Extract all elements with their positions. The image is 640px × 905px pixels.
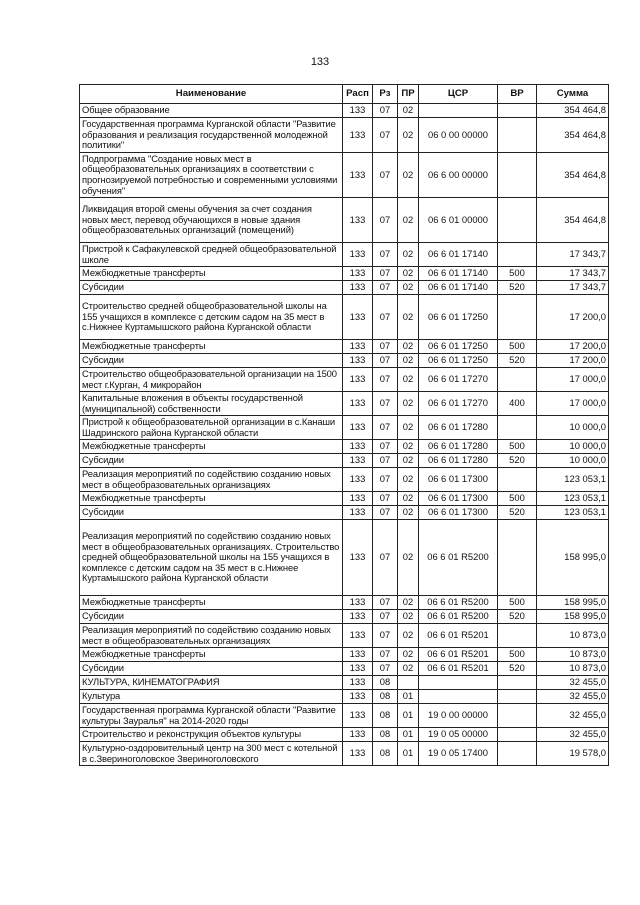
- cell-vr: [498, 520, 537, 596]
- header-rasp: Расп: [343, 85, 373, 104]
- cell-rz: 07: [373, 662, 398, 676]
- cell-rasp: 133: [343, 295, 373, 340]
- table-row: [80, 662, 609, 676]
- cell-sum: 354 464,8: [537, 118, 609, 153]
- cell-name: Межбюджетные трансферты: [80, 596, 343, 610]
- cell-csr: 06 6 01 17300: [419, 506, 498, 520]
- cell-vr: [498, 676, 537, 690]
- cell-name: Культурно-оздоровительный центр на 300 мест с котельной в с.Звериноголовское Звериноголовского: [80, 742, 343, 766]
- cell-sum: 158 995,0: [537, 520, 609, 596]
- cell-sum: 354 464,8: [537, 104, 609, 118]
- page-number: 133: [310, 56, 330, 68]
- cell-name: Субсидии: [80, 506, 343, 520]
- cell-vr: [498, 118, 537, 153]
- cell-rasp: 133: [343, 392, 373, 416]
- cell-pr: 02: [398, 198, 419, 243]
- cell-name: Капитальные вложения в объекты государственной (муниципальной) собственности: [80, 392, 343, 416]
- table-row: [80, 267, 609, 281]
- cell-pr: 02: [398, 648, 419, 662]
- cell-csr: 06 6 01 17250: [419, 340, 498, 354]
- cell-rz: 08: [373, 704, 398, 728]
- table-row: [80, 368, 609, 392]
- cell-vr: 520: [498, 354, 537, 368]
- cell-sum: 17 343,7: [537, 267, 609, 281]
- cell-rasp: 133: [343, 267, 373, 281]
- table-row: [80, 392, 609, 416]
- cell-rasp: 133: [343, 340, 373, 354]
- cell-csr: [419, 690, 498, 704]
- cell-rz: 08: [373, 676, 398, 690]
- cell-rasp: 133: [343, 704, 373, 728]
- cell-pr: 02: [398, 506, 419, 520]
- cell-rasp: 133: [343, 198, 373, 243]
- cell-pr: 02: [398, 416, 419, 440]
- cell-rasp: 133: [343, 728, 373, 742]
- cell-pr: 02: [398, 354, 419, 368]
- cell-rasp: 133: [343, 624, 373, 648]
- cell-csr: 06 6 01 17250: [419, 295, 498, 340]
- table-row: [80, 281, 609, 295]
- table-row: [80, 243, 609, 267]
- cell-csr: 06 6 01 17280: [419, 416, 498, 440]
- table-row: [80, 104, 609, 118]
- cell-vr: 400: [498, 392, 537, 416]
- cell-rz: 07: [373, 520, 398, 596]
- cell-csr: 06 6 01 17280: [419, 454, 498, 468]
- table-row: [80, 742, 609, 766]
- cell-rasp: 133: [343, 416, 373, 440]
- table-row: [80, 676, 609, 690]
- cell-vr: [498, 295, 537, 340]
- header-vr: ВР: [498, 85, 537, 104]
- cell-csr: [419, 104, 498, 118]
- cell-sum: 10 873,0: [537, 648, 609, 662]
- cell-pr: 02: [398, 392, 419, 416]
- cell-name: Субсидии: [80, 354, 343, 368]
- cell-csr: 06 6 01 00000: [419, 198, 498, 243]
- table-row: [80, 440, 609, 454]
- cell-rz: 07: [373, 340, 398, 354]
- cell-pr: 02: [398, 340, 419, 354]
- cell-vr: [498, 690, 537, 704]
- cell-vr: [498, 468, 537, 492]
- cell-csr: 06 6 01 17140: [419, 267, 498, 281]
- cell-pr: 01: [398, 690, 419, 704]
- cell-csr: 06 0 00 00000: [419, 118, 498, 153]
- cell-pr: 02: [398, 368, 419, 392]
- cell-name: Субсидии: [80, 610, 343, 624]
- cell-pr: 02: [398, 153, 419, 198]
- cell-pr: 02: [398, 267, 419, 281]
- cell-rz: 07: [373, 104, 398, 118]
- cell-rz: 07: [373, 243, 398, 267]
- budget-table: [79, 84, 609, 766]
- cell-csr: 06 6 01 17140: [419, 281, 498, 295]
- cell-vr: 500: [498, 440, 537, 454]
- cell-rz: 07: [373, 506, 398, 520]
- cell-csr: 06 6 01 17270: [419, 392, 498, 416]
- cell-rasp: 133: [343, 118, 373, 153]
- cell-pr: 02: [398, 281, 419, 295]
- table-row: [80, 520, 609, 596]
- cell-rz: 07: [373, 648, 398, 662]
- cell-csr: 06 6 01 17140: [419, 243, 498, 267]
- cell-csr: 06 6 01 17300: [419, 492, 498, 506]
- table-row: [80, 610, 609, 624]
- cell-rz: 07: [373, 354, 398, 368]
- header-rz: Рз: [373, 85, 398, 104]
- cell-name: Строительство и реконструкция объектов культуры: [80, 728, 343, 742]
- cell-sum: 123 053,1: [537, 492, 609, 506]
- cell-sum: 123 053,1: [537, 506, 609, 520]
- cell-sum: 10 873,0: [537, 662, 609, 676]
- cell-pr: 02: [398, 610, 419, 624]
- table-row: [80, 153, 609, 198]
- cell-name: Ликвидация второй смены обучения за счет создания новых мест, перевод обучающихся в новые здания общеобразовательных организаций (помещений): [80, 198, 343, 243]
- cell-pr: 02: [398, 243, 419, 267]
- cell-name: Межбюджетные трансферты: [80, 648, 343, 662]
- table-row: [80, 648, 609, 662]
- cell-sum: 10 000,0: [537, 416, 609, 440]
- cell-name: Межбюджетные трансферты: [80, 340, 343, 354]
- cell-vr: [498, 624, 537, 648]
- cell-sum: 354 464,8: [537, 198, 609, 243]
- cell-rz: 07: [373, 454, 398, 468]
- cell-csr: 06 6 01 R5201: [419, 648, 498, 662]
- cell-csr: 06 6 00 00000: [419, 153, 498, 198]
- cell-rasp: 133: [343, 742, 373, 766]
- cell-vr: [498, 368, 537, 392]
- cell-pr: 02: [398, 662, 419, 676]
- cell-rz: 07: [373, 440, 398, 454]
- cell-rz: 07: [373, 596, 398, 610]
- cell-pr: [398, 676, 419, 690]
- cell-name: Государственная программа Курганской области "Развитие образования и реализация государственной молодежной политики": [80, 118, 343, 153]
- cell-name: Субсидии: [80, 454, 343, 468]
- cell-name: Подпрограмма "Создание новых мест в общеобразовательных организациях в соответствии с прогнозируемой потребностью и современными условиями обучения": [80, 153, 343, 198]
- cell-vr: [498, 742, 537, 766]
- cell-rz: 07: [373, 281, 398, 295]
- cell-vr: [498, 153, 537, 198]
- cell-pr: 02: [398, 104, 419, 118]
- cell-sum: 32 455,0: [537, 690, 609, 704]
- cell-rz: 07: [373, 267, 398, 281]
- cell-rasp: 133: [343, 648, 373, 662]
- cell-name: Пристрой к общеобразовательной организации в с.Канаши Шадринского района Курганской области: [80, 416, 343, 440]
- cell-name: Межбюджетные трансферты: [80, 267, 343, 281]
- cell-pr: 01: [398, 742, 419, 766]
- cell-sum: 17 000,0: [537, 392, 609, 416]
- cell-vr: [498, 243, 537, 267]
- cell-pr: 02: [398, 440, 419, 454]
- cell-csr: 06 6 01 R5201: [419, 624, 498, 648]
- cell-name: Строительство общеобразовательной организации на 1500 мест г.Курган, 4 микрорайон: [80, 368, 343, 392]
- cell-sum: 32 455,0: [537, 676, 609, 690]
- cell-name: Реализация мероприятий по содействию созданию новых мест в общеобразовательных организациях: [80, 468, 343, 492]
- cell-rasp: 133: [343, 468, 373, 492]
- cell-rz: 07: [373, 392, 398, 416]
- header-pr: ПР: [398, 85, 419, 104]
- cell-rz: 07: [373, 153, 398, 198]
- cell-sum: 17 200,0: [537, 295, 609, 340]
- cell-csr: 19 0 05 00000: [419, 728, 498, 742]
- cell-pr: 02: [398, 454, 419, 468]
- cell-vr: 520: [498, 281, 537, 295]
- cell-csr: 06 6 01 17270: [419, 368, 498, 392]
- cell-rz: 07: [373, 295, 398, 340]
- cell-pr: 02: [398, 520, 419, 596]
- cell-rasp: 133: [343, 243, 373, 267]
- cell-rasp: 133: [343, 662, 373, 676]
- cell-name: Общее образование: [80, 104, 343, 118]
- cell-sum: 17 343,7: [537, 243, 609, 267]
- cell-csr: 06 6 01 R5201: [419, 662, 498, 676]
- cell-rz: 07: [373, 468, 398, 492]
- cell-csr: 06 6 01 17250: [419, 354, 498, 368]
- cell-sum: 19 578,0: [537, 742, 609, 766]
- cell-rasp: 133: [343, 454, 373, 468]
- cell-name: Пристрой к Сафакулевской средней общеобразовательной школе: [80, 243, 343, 267]
- cell-rz: 08: [373, 742, 398, 766]
- table-row: [80, 596, 609, 610]
- cell-sum: 17 200,0: [537, 354, 609, 368]
- cell-sum: 17 000,0: [537, 368, 609, 392]
- cell-vr: 500: [498, 267, 537, 281]
- cell-rz: 08: [373, 690, 398, 704]
- table-row: [80, 624, 609, 648]
- cell-vr: [498, 728, 537, 742]
- table-header-row: [80, 85, 609, 104]
- cell-pr: 01: [398, 728, 419, 742]
- cell-pr: 02: [398, 118, 419, 153]
- cell-rz: 07: [373, 368, 398, 392]
- cell-sum: 158 995,0: [537, 610, 609, 624]
- cell-csr: 06 6 01 R5200: [419, 596, 498, 610]
- cell-rz: 07: [373, 118, 398, 153]
- cell-rasp: 133: [343, 676, 373, 690]
- cell-csr: 06 6 01 R5200: [419, 610, 498, 624]
- cell-rasp: 133: [343, 440, 373, 454]
- cell-rasp: 133: [343, 104, 373, 118]
- cell-rz: 07: [373, 416, 398, 440]
- table-row: [80, 506, 609, 520]
- cell-pr: 02: [398, 468, 419, 492]
- cell-name: Межбюджетные трансферты: [80, 440, 343, 454]
- cell-sum: 32 455,0: [537, 728, 609, 742]
- cell-vr: 500: [498, 596, 537, 610]
- cell-rasp: 133: [343, 520, 373, 596]
- cell-rasp: 133: [343, 492, 373, 506]
- table-row: [80, 340, 609, 354]
- header-name: Наименование: [80, 85, 343, 104]
- table-row: [80, 454, 609, 468]
- cell-sum: 354 464,8: [537, 153, 609, 198]
- cell-name: Реализация мероприятий по содействию созданию новых мест в общеобразовательных организациях: [80, 624, 343, 648]
- table-row: [80, 690, 609, 704]
- cell-sum: 17 200,0: [537, 340, 609, 354]
- cell-rz: 07: [373, 624, 398, 648]
- cell-pr: 02: [398, 492, 419, 506]
- cell-csr: 06 6 01 R5200: [419, 520, 498, 596]
- table-row: [80, 118, 609, 153]
- cell-vr: [498, 198, 537, 243]
- table-row: [80, 354, 609, 368]
- cell-rasp: 133: [343, 153, 373, 198]
- cell-sum: 10 873,0: [537, 624, 609, 648]
- cell-vr: 500: [498, 340, 537, 354]
- cell-rz: 07: [373, 198, 398, 243]
- cell-name: Строительство средней общеобразовательной школы на 155 учащихся в комплексе с детским садом на 35 мест в с.Нижнее Куртамышского района Курганской области: [80, 295, 343, 340]
- cell-sum: 158 995,0: [537, 596, 609, 610]
- cell-vr: 500: [498, 492, 537, 506]
- cell-sum: 10 000,0: [537, 454, 609, 468]
- cell-csr: 19 0 00 00000: [419, 704, 498, 728]
- cell-rasp: 133: [343, 596, 373, 610]
- cell-vr: 520: [498, 454, 537, 468]
- cell-rasp: 133: [343, 281, 373, 295]
- cell-csr: 06 6 01 17280: [419, 440, 498, 454]
- cell-name: Реализация мероприятий по содействию созданию новых мест в общеобразовательных организациях. Строительство средней общеобразовательной школы на 155 учащихся в комплексе с детским садом на 35 мест в с.Нижнее Куртамышского района Курганской области: [80, 520, 343, 596]
- cell-rz: 07: [373, 610, 398, 624]
- cell-csr: 19 0 05 17400: [419, 742, 498, 766]
- cell-rz: 07: [373, 492, 398, 506]
- cell-name: Субсидии: [80, 662, 343, 676]
- cell-rz: 08: [373, 728, 398, 742]
- cell-vr: 500: [498, 648, 537, 662]
- cell-vr: [498, 416, 537, 440]
- cell-pr: 02: [398, 596, 419, 610]
- table-row: [80, 198, 609, 243]
- cell-name: Культура: [80, 690, 343, 704]
- cell-vr: 520: [498, 610, 537, 624]
- cell-sum: 10 000,0: [537, 440, 609, 454]
- header-csr: ЦСР: [419, 85, 498, 104]
- cell-name: Государственная программа Курганской области "Развитие культуры Зауралья" на 2014-2020 годы: [80, 704, 343, 728]
- cell-rasp: 133: [343, 368, 373, 392]
- cell-csr: [419, 676, 498, 690]
- cell-rasp: 133: [343, 354, 373, 368]
- cell-vr: 520: [498, 662, 537, 676]
- table-row: [80, 295, 609, 340]
- cell-rasp: 133: [343, 506, 373, 520]
- cell-pr: 02: [398, 295, 419, 340]
- cell-name: Субсидии: [80, 281, 343, 295]
- cell-name: КУЛЬТУРА, КИНЕМАТОГРАФИЯ: [80, 676, 343, 690]
- cell-rasp: 133: [343, 610, 373, 624]
- cell-vr: [498, 104, 537, 118]
- cell-pr: 01: [398, 704, 419, 728]
- cell-vr: [498, 704, 537, 728]
- table-row: [80, 728, 609, 742]
- table-row: [80, 416, 609, 440]
- header-sum: Сумма: [537, 85, 609, 104]
- table-row: [80, 704, 609, 728]
- table-row: [80, 492, 609, 506]
- cell-sum: 123 053,1: [537, 468, 609, 492]
- table-row: [80, 468, 609, 492]
- cell-sum: 32 455,0: [537, 704, 609, 728]
- cell-pr: 02: [398, 624, 419, 648]
- cell-vr: 520: [498, 506, 537, 520]
- cell-rasp: 133: [343, 690, 373, 704]
- cell-sum: 17 343,7: [537, 281, 609, 295]
- cell-name: Межбюджетные трансферты: [80, 492, 343, 506]
- cell-csr: 06 6 01 17300: [419, 468, 498, 492]
